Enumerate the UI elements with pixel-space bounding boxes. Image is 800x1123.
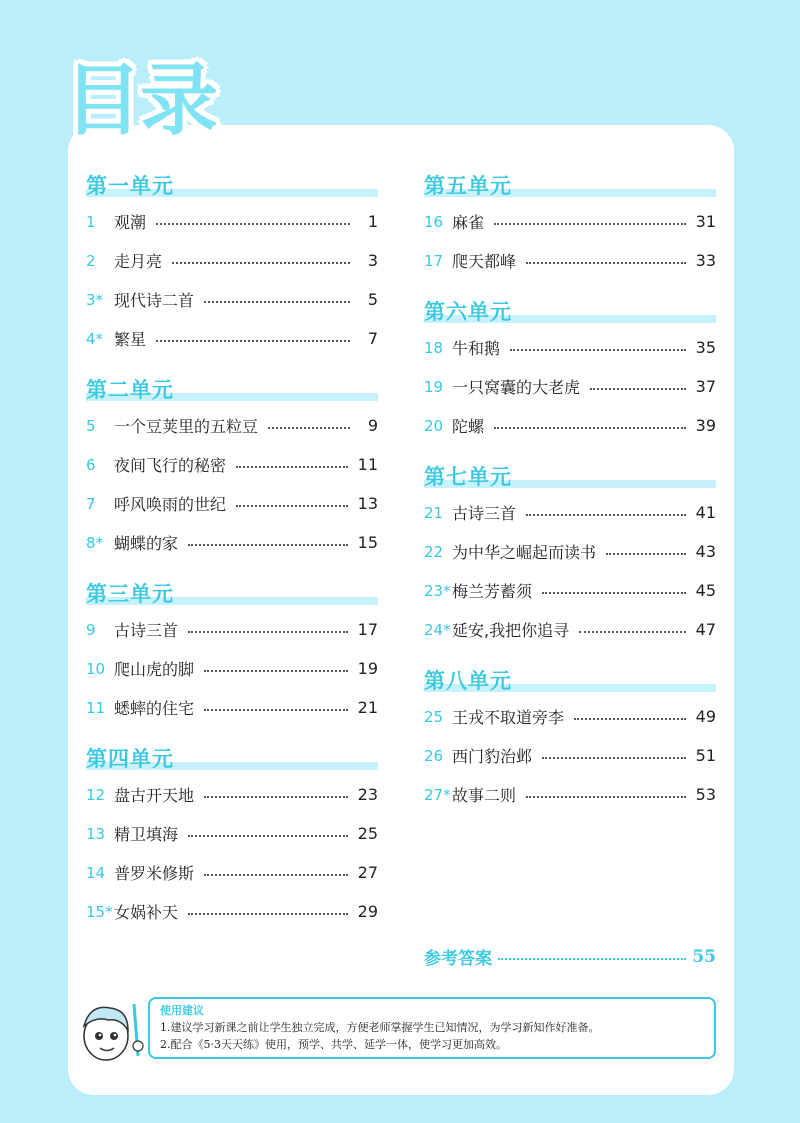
unit-title: 第三单元 <box>86 581 174 606</box>
lesson-name: 现代诗二首 <box>114 291 195 310</box>
lesson-page: 11 <box>357 455 378 474</box>
unit-header <box>424 294 716 328</box>
answers-page: 55 <box>692 946 716 967</box>
lesson-number: 2 <box>86 251 96 270</box>
lesson-page: 17 <box>357 620 378 639</box>
lesson-number: 1 <box>86 212 96 231</box>
lesson-name: 为中华之崛起而读书 <box>452 543 597 562</box>
lesson-page: 23 <box>357 785 378 804</box>
right-column <box>424 168 716 828</box>
lesson-entry[interactable] <box>86 853 378 892</box>
lesson-number: 15* <box>86 902 113 921</box>
lesson-entry[interactable] <box>424 736 716 775</box>
lesson-page: 39 <box>695 416 716 435</box>
lesson-number: 21 <box>424 503 444 522</box>
lesson-page: 9 <box>367 416 378 435</box>
lesson-number: 23* <box>424 581 451 600</box>
tips-line-2: 2.配合《5·3天天练》使用，预学、共学、延学一体，使学习更加高效。 <box>160 1038 507 1051</box>
page-title: 目录 <box>64 56 217 146</box>
leader-dots <box>579 631 686 633</box>
lesson-number: 4* <box>86 329 104 348</box>
lesson-number: 20 <box>424 416 444 435</box>
lesson-entry[interactable] <box>424 493 716 532</box>
lesson-name: 西门豹治邺 <box>452 747 533 766</box>
unit-section <box>424 459 716 649</box>
lesson-name: 爬天都峰 <box>452 252 517 271</box>
unit-section <box>86 168 378 358</box>
unit-header <box>86 372 378 406</box>
leader-dots <box>188 544 348 546</box>
lesson-page: 3 <box>367 251 378 270</box>
leader-dots <box>204 670 348 672</box>
unit-section <box>424 294 716 445</box>
lesson-entry[interactable] <box>86 892 378 931</box>
leader-dots <box>204 301 350 303</box>
lesson-page: 41 <box>695 503 716 522</box>
lesson-number: 6 <box>86 455 96 474</box>
unit-section <box>424 168 716 280</box>
lesson-name: 一个豆荚里的五粒豆 <box>114 417 259 436</box>
unit-title: 第八单元 <box>424 668 512 693</box>
unit-section <box>424 663 716 814</box>
lesson-entry[interactable] <box>86 319 378 358</box>
lesson-name: 夜间飞行的秘密 <box>114 456 227 475</box>
lesson-number: 19 <box>424 377 444 396</box>
lesson-entry[interactable] <box>86 610 378 649</box>
lesson-page: 5 <box>367 290 378 309</box>
unit-title: 第六单元 <box>424 299 512 324</box>
lesson-page: 27 <box>357 863 378 882</box>
lesson-name: 呼风唤雨的世纪 <box>114 495 227 514</box>
cartoon-boy-icon <box>72 996 152 1068</box>
tips-title: 使用建议 <box>160 1004 204 1017</box>
lesson-number: 5 <box>86 416 96 435</box>
lesson-name: 牛和鹅 <box>452 339 501 358</box>
leader-dots <box>268 427 350 429</box>
lesson-entry[interactable] <box>86 523 378 562</box>
lesson-page: 37 <box>695 377 716 396</box>
lesson-page: 15 <box>357 533 378 552</box>
unit-header <box>86 741 378 775</box>
lesson-entry[interactable] <box>424 241 716 280</box>
leader-dots <box>590 388 686 390</box>
lesson-name: 陀螺 <box>452 417 485 436</box>
lesson-entry[interactable] <box>424 775 716 814</box>
answers-dots <box>498 958 686 960</box>
lesson-entry[interactable] <box>86 649 378 688</box>
lesson-number: 16 <box>424 212 444 231</box>
leader-dots <box>188 835 348 837</box>
lesson-page: 13 <box>357 494 378 513</box>
lesson-page: 7 <box>367 329 378 348</box>
lesson-entry[interactable] <box>424 328 716 367</box>
lesson-page: 45 <box>695 581 716 600</box>
leader-dots <box>606 553 686 555</box>
lesson-number: 17 <box>424 251 444 270</box>
lesson-entry[interactable] <box>86 775 378 814</box>
lesson-entry[interactable] <box>424 610 716 649</box>
lesson-page: 33 <box>695 251 716 270</box>
answers-entry[interactable] <box>424 944 716 969</box>
left-column <box>86 168 378 945</box>
unit-header <box>424 663 716 697</box>
lesson-name: 走月亮 <box>114 252 163 271</box>
lesson-name: 王戎不取道旁李 <box>452 708 565 727</box>
lesson-number: 26 <box>424 746 444 765</box>
usage-tips-box <box>148 997 716 1059</box>
lesson-page: 25 <box>357 824 378 843</box>
lesson-page: 53 <box>695 785 716 804</box>
unit-section <box>86 576 378 727</box>
lesson-number: 7 <box>86 494 96 513</box>
lesson-page: 29 <box>357 902 378 921</box>
unit-header <box>424 459 716 493</box>
leader-dots <box>542 592 686 594</box>
lesson-number: 9 <box>86 620 96 639</box>
unit-section <box>86 372 378 562</box>
lesson-name: 蝴蝶的家 <box>114 534 179 553</box>
unit-header <box>86 576 378 610</box>
lesson-number: 24* <box>424 620 451 639</box>
lesson-entry[interactable] <box>86 280 378 319</box>
unit-title: 第四单元 <box>86 746 174 771</box>
tips-line-1: 1.建议学习新课之前让学生独立完成，方便老师掌握学生已知情况，为学习新知作好准备。 <box>160 1021 600 1034</box>
leader-dots <box>204 796 348 798</box>
leader-dots <box>204 874 348 876</box>
lesson-page: 35 <box>695 338 716 357</box>
lesson-name: 普罗米修斯 <box>114 864 195 883</box>
unit-title: 第二单元 <box>86 377 174 402</box>
lesson-name: 古诗三首 <box>114 621 179 640</box>
lesson-number: 18 <box>424 338 444 357</box>
lesson-number: 13 <box>86 824 106 843</box>
lesson-entry[interactable] <box>86 445 378 484</box>
unit-title: 第七单元 <box>424 464 512 489</box>
lesson-entry[interactable] <box>86 406 378 445</box>
lesson-number: 10 <box>86 659 106 678</box>
unit-title: 第一单元 <box>86 173 174 198</box>
unit-header <box>424 168 716 202</box>
lesson-entry[interactable] <box>424 202 716 241</box>
leader-dots <box>188 913 348 915</box>
lesson-number: 25 <box>424 707 444 726</box>
lesson-entry[interactable] <box>86 688 378 727</box>
leader-dots <box>526 796 686 798</box>
lesson-name: 麻雀 <box>452 213 485 232</box>
lesson-entry[interactable] <box>424 367 716 406</box>
lesson-number: 22 <box>424 542 444 561</box>
leader-dots <box>156 340 350 342</box>
lesson-entry[interactable] <box>86 202 378 241</box>
lesson-name: 梅兰芳蓄须 <box>452 582 533 601</box>
lesson-number: 11 <box>86 698 106 717</box>
leader-dots <box>510 349 686 351</box>
lesson-number: 14 <box>86 863 106 882</box>
lesson-name: 一只窝囊的大老虎 <box>452 378 581 397</box>
leader-dots <box>494 427 686 429</box>
lesson-entry[interactable] <box>424 532 716 571</box>
leader-dots <box>542 757 686 759</box>
lesson-page: 49 <box>695 707 716 726</box>
leader-dots <box>526 514 686 516</box>
lesson-number: 8* <box>86 533 104 552</box>
lesson-name: 蟋蟀的住宅 <box>114 699 195 718</box>
lesson-number: 3* <box>86 290 104 309</box>
lesson-entry[interactable] <box>424 406 716 445</box>
lesson-entry[interactable] <box>86 241 378 280</box>
leader-dots <box>236 505 348 507</box>
unit-title: 第五单元 <box>424 173 512 198</box>
lesson-page: 19 <box>357 659 378 678</box>
lesson-name: 观潮 <box>114 213 147 232</box>
lesson-name: 精卫填海 <box>114 825 179 844</box>
lesson-name: 繁星 <box>114 330 147 349</box>
lesson-entry[interactable] <box>424 571 716 610</box>
answers-label: 参考答案 <box>424 949 492 969</box>
leader-dots <box>172 262 350 264</box>
lesson-name: 女娲补天 <box>114 903 179 922</box>
lesson-page: 47 <box>695 620 716 639</box>
leader-dots <box>204 709 348 711</box>
lesson-entry[interactable] <box>86 814 378 853</box>
leader-dots <box>156 223 350 225</box>
lesson-name: 爬山虎的脚 <box>114 660 195 679</box>
lesson-page: 1 <box>367 212 378 231</box>
lesson-entry[interactable] <box>86 484 378 523</box>
lesson-name: 延安,我把你追寻 <box>452 621 570 640</box>
lesson-entry[interactable] <box>424 697 716 736</box>
lesson-page: 51 <box>695 746 716 765</box>
lesson-name: 盘古开天地 <box>114 786 195 805</box>
lesson-page: 21 <box>357 698 378 717</box>
lesson-number: 27* <box>424 785 451 804</box>
unit-header <box>86 168 378 202</box>
lesson-name: 故事二则 <box>452 786 517 805</box>
lesson-number: 12 <box>86 785 106 804</box>
leader-dots <box>494 223 686 225</box>
lesson-page: 43 <box>695 542 716 561</box>
unit-section <box>86 741 378 931</box>
leader-dots <box>188 631 348 633</box>
leader-dots <box>236 466 348 468</box>
lesson-name: 古诗三首 <box>452 504 517 523</box>
leader-dots <box>574 718 686 720</box>
leader-dots <box>526 262 686 264</box>
lesson-page: 31 <box>695 212 716 231</box>
